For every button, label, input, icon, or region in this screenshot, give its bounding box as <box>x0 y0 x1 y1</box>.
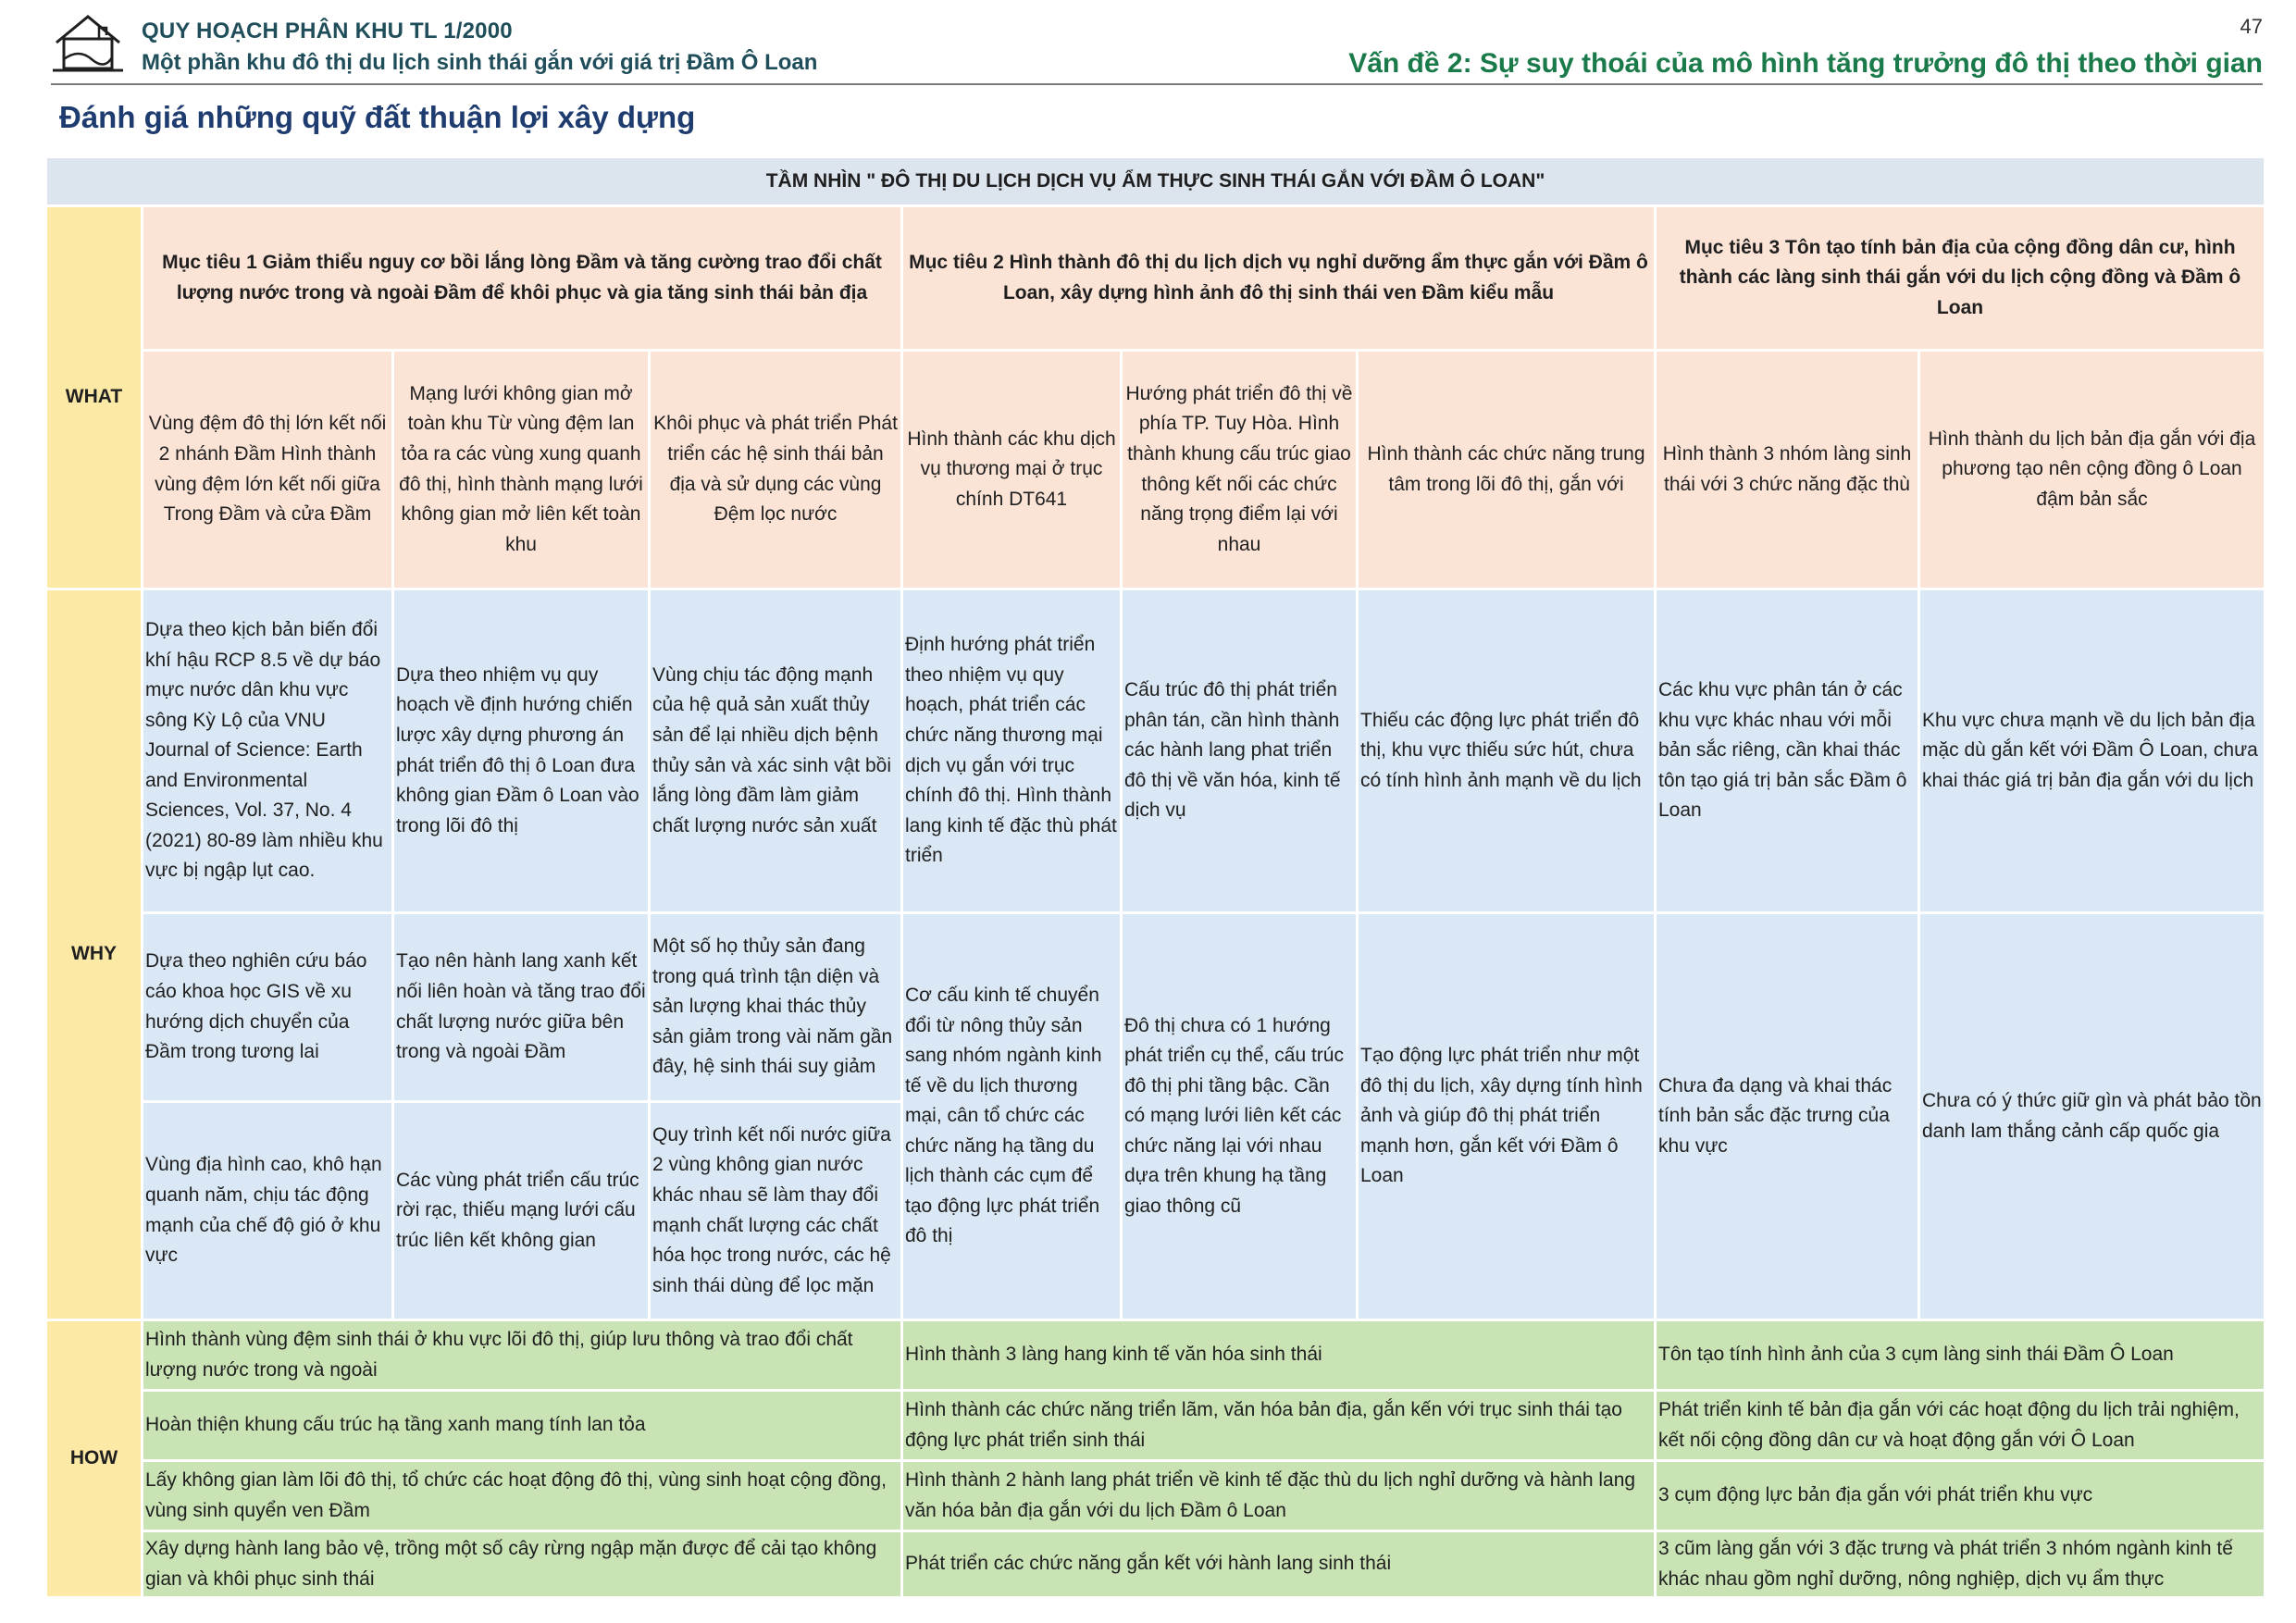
why-cell: Các vùng phát triển cấu trúc rời rạc, thiếu mạng lưới cấu trúc liên kết không gian <box>393 1102 650 1320</box>
how-cell: Phát triển kinh tế bản địa gắn với các hoạt động du lịch trải nghiệm, kết nối cộng đồng dân cư và hoạt động gắn với Ô Loan <box>1656 1391 2265 1461</box>
why-cell: Vùng địa hình cao, khô hạn quanh năm, chịu tác động mạnh của chế độ gió ở khu vực <box>143 1102 393 1320</box>
vision-header: TẦM NHÌN " ĐÔ THỊ DU LỊCH DỊCH VỤ ẨM THỰC SINH THÁI GẮN VỚI ĐẦM Ô LOAN" <box>46 157 2265 206</box>
why-cell: Quy trình kết nối nước giữa 2 vùng không gian nước khác nhau sẽ làm thay đổi mạnh chất lượng các chất hóa học trong nước, các hệ sinh thái dùng để lọc mặn <box>650 1102 902 1320</box>
why-cell: Định hướng phát triển theo nhiệm vụ quy hoạch, phát triển các chức năng thương mại dịch vụ gắn với trục chính đô thị. Hình thành lang kinh tế đặc thù phát triển <box>902 589 1122 913</box>
house-logo-icon <box>51 11 125 76</box>
page-number: 47 <box>2240 15 2263 38</box>
why-cell: Thiếu các động lực phát triển đô thị, khu vực thiếu sức hút, chưa có tính hình ảnh mạnh về du lịch <box>1358 589 1656 913</box>
how-cell: Phát triển các chức năng gắn kết với hành lang sinh thái <box>902 1531 1656 1598</box>
how-cell: Hình thành 3 làng hang kinh tế văn hóa sinh thái <box>902 1320 1656 1391</box>
how-cell: Tôn tạo tính hình ảnh của 3 cụm làng sinh thái Đầm Ô Loan <box>1656 1320 2265 1391</box>
why-cell: Dựa theo kịch bản biến đổi khí hậu RCP 8.5 về dự báo mực nước dân khu vực sông Kỳ Lộ của VNU Journal of Science: Earth and Environmental Sciences, Vol. 37, No. 4 (2021) 80-89 làm nhiều khu vực bị ngập lụt cao. <box>143 589 393 913</box>
why-cell: Các khu vực phân tán ở các khu vực khác nhau với mỗi bản sắc riêng, cần khai thác tôn tạo giá trị bản sắc Đầm ô Loan <box>1656 589 1919 913</box>
how-cell: Lấy không gian làm lõi đô thị, tổ chức các hoạt động đô thị, vùng sinh hoạt cộng đồng, vùng sinh quyển ven Đầm <box>143 1461 902 1531</box>
why-cell: Cơ cấu kinh tế chuyển đổi từ nông thủy sản sang nhóm ngành kinh tế về du lịch thương mại, cân tổ chức các chức năng hạ tầng du lịch thành các cụm để tạo động lực phát triển đô thị <box>902 913 1122 1320</box>
why-cell: Đô thị chưa có 1 hướng phát triển cụ thể, cấu trúc đô thị phi tầng bậc. Cần có mạng lưới liên kết các chức năng lại với nhau dựa trên khung hạ tầng giao thông cũ <box>1122 913 1358 1320</box>
what-cell: Mạng lưới không gian mở toàn khu Từ vùng đệm lan tỏa ra các vùng xung quanh đô thị, hình thành mạng lưới không gian mở liên kết toàn khu <box>393 351 650 589</box>
header-divider <box>51 83 2263 85</box>
how-cell: Hình thành các chức năng triển lãm, văn hóa bản địa, gắn kến với trục sinh thái tạo động lực phát triển sinh thái <box>902 1391 1656 1461</box>
why-cell: Vùng chịu tác động mạnh của hệ quả sản xuất thủy sản để lại nhiều dịch bệnh thủy sản và xác sinh vật bồi lắng lòng đầm làm giảm chất lượng nước sản xuất <box>650 589 902 913</box>
why-cell: Tạo nên hành lang xanh kết nối liên hoàn và tăng trao đổi chất lượng nước giữa bên trong và ngoài Đầm <box>393 913 650 1102</box>
why-cell: Dựa theo nghiên cứu báo cáo khoa học GIS về xu hướng dịch chuyển của Đầm trong tương lai <box>143 913 393 1102</box>
goal-3: Mục tiêu 3 Tôn tạo tính bản địa của cộng đồng dân cư, hình thành các làng sinh thái gắn với du lịch cộng đồng và Đầm ô Loan <box>1656 206 2265 351</box>
how-cell: Xây dựng hành lang bảo vệ, trồng một số cây rừng ngập mặn được để cải tạo không gian và khôi phục sinh thái <box>143 1531 902 1598</box>
how-cell: 3 cũm làng gắn với 3 đặc trưng và phát triển 3 nhóm ngành kinh tế khác nhau gồm nghỉ dưỡng, nông nghiệp, dịch vụ ẩm thực <box>1656 1531 2265 1598</box>
how-cell: Hoàn thiện khung cấu trúc hạ tầng xanh mang tính lan tỏa <box>143 1391 902 1461</box>
what-label: WHAT <box>46 206 143 589</box>
why-cell: Một số họ thủy sản đang trong quá trình tận diện và sản lượng khai thác thủy sản giảm trong vài năm gần đây, hệ sinh thái suy giảm <box>650 913 902 1102</box>
issue-title: Vấn đề 2: Sự suy thoái của mô hình tăng trưởng đô thị theo thời gian <box>1348 48 2263 79</box>
what-cell: Hướng phát triển đô thị về phía TP. Tuy Hòa. Hình thành khung cấu trúc giao thông kết nối các chức năng trọng điểm lại với nhau <box>1122 351 1358 589</box>
goal-2: Mục tiêu 2 Hình thành đô thị du lịch dịch vụ nghỉ dưỡng ẩm thực gắn với Đầm ô Loan, xây dựng hình ảnh đô thị sinh thái ven Đầm kiểu mẫu <box>902 206 1656 351</box>
how-label: HOW <box>46 1320 143 1598</box>
why-cell: Khu vực chưa mạnh về du lịch bản địa mặc dù gắn kết với Đầm Ô Loan, chưa khai thác giá trị bản địa gắn với du lịch <box>1919 589 2265 913</box>
why-cell: Chưa có ý thức giữ gìn và phát bảo tồn danh lam thắng cảnh cấp quốc gia <box>1919 913 2265 1320</box>
what-cell: Hình thành các khu dịch vụ thương mại ở trục chính DT641 <box>902 351 1122 589</box>
what-cell: Khôi phục và phát triển Phát triển các hệ sinh thái bản địa và sử dụng các vùng Đệm lọc nước <box>650 351 902 589</box>
project-subtitle: Một phần khu đô thị du lịch sinh thái gắn với giá trị Đầm Ô Loan <box>142 50 818 75</box>
section-title: Đánh giá những quỹ đất thuận lợi xây dựng <box>59 100 696 134</box>
why-cell: Tạo động lực phát triển như một đô thị du lịch, xây dựng tính hình ảnh và giúp đô thị phát triển mạnh hơn, gắn kết với Đầm ô Loan <box>1358 913 1656 1320</box>
why-label: WHY <box>46 589 143 1320</box>
why-cell: Cấu trúc đô thị phát triển phân tán, cần hình thành các hành lang phat triển đô thị về văn hóa, kinh tế dịch vụ <box>1122 589 1358 913</box>
goal-1: Mục tiêu 1 Giảm thiểu nguy cơ bồi lắng lòng Đầm và tăng cường trao đổi chất lượng nước trong và ngoài Đầm để khôi phục và gia tăng sinh thái bản địa <box>143 206 902 351</box>
page-header <box>51 7 2263 83</box>
how-cell: Hình thành 2 hành lang phát triển về kinh tế đặc thù du lịch nghỉ dưỡng và hành lang văn hóa bản địa gắn với du lịch Đầm ô Loan <box>902 1461 1656 1531</box>
what-cell: Hình thành du lịch bản địa gắn với địa phương tạo nên cộng đồng ô Loan đậm bản sắc <box>1919 351 2265 589</box>
project-title: QUY HOẠCH PHÂN KHU TL 1/2000 <box>142 19 513 43</box>
goals-table <box>44 155 2266 1599</box>
how-cell: Hình thành vùng đệm sinh thái ở khu vực lõi đô thị, giúp lưu thông và trao đổi chất lượng nước trong và ngoài <box>143 1320 902 1391</box>
why-cell: Dựa theo nhiệm vụ quy hoạch về định hướng chiến lược xây dựng phương án phát triển đô thị ô Loan đưa không gian Đầm ô Loan vào trong lõi đô thị <box>393 589 650 913</box>
what-cell: Hình thành các chức năng trung tâm trong lõi đô thị, gắn với <box>1358 351 1656 589</box>
what-cell: Hình thành 3 nhóm làng sinh thái với 3 chức năng đặc thù <box>1656 351 1919 589</box>
what-cell: Vùng đệm đô thị lớn kết nối 2 nhánh Đầm Hình thành vùng đệm lớn kết nối giữa Trong Đầm và cửa Đầm <box>143 351 393 589</box>
why-cell: Chưa đa dạng và khai thác tính bản sắc đặc trưng của khu vực <box>1656 913 1919 1320</box>
how-cell: 3 cụm động lực bản địa gắn với phát triển khu vực <box>1656 1461 2265 1531</box>
